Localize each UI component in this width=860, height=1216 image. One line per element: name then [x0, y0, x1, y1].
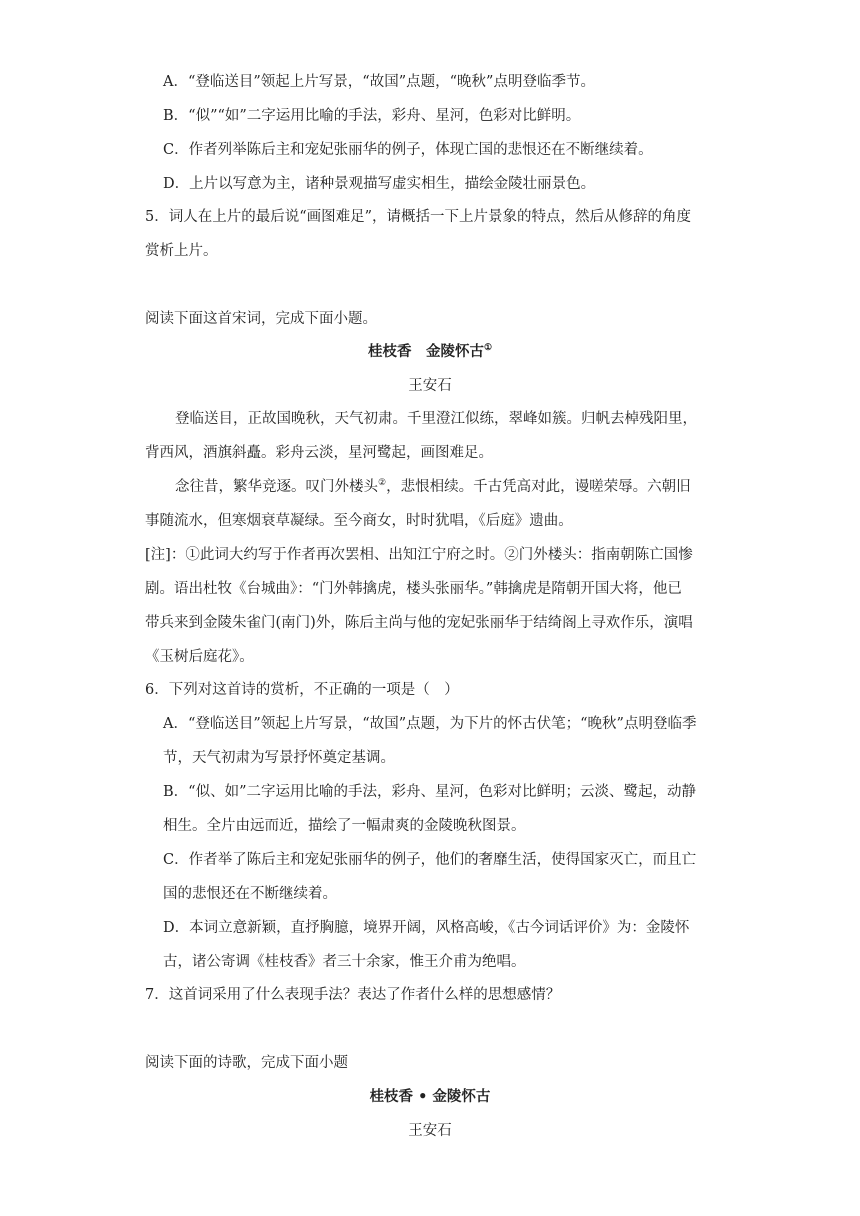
q4-option-c: C．作者列举陈后主和宠妃张丽华的例子，体现亡国的悲恨还在不断继续着。: [163, 142, 653, 158]
poem1-title-note-marker: ①: [483, 343, 493, 354]
poem1-p2-line2: 事随流水，但寒烟衰草凝绿。至今商女，时时犹唱，《后庭》遗曲。: [145, 513, 573, 529]
q4-option-d: D．上片以写意为主，诸种景观描写虚实相生，描绘金陵壮丽景色。: [163, 176, 596, 192]
poem1-title: [0, 342, 860, 362]
q6-option-b-line1: B．“似、如”二字运用比喻的手法，彩舟、星河，色彩对比鲜明；云淡、鹭起，动静: [163, 784, 696, 800]
poem1-title-text: 桂枝香 金陵怀古: [367, 343, 484, 360]
poem1-note-line3: 带兵来到金陵朱雀门(南门)外，陈后主尚与他的宠妃张丽华于结绮阁上寻欢作乐，演唱: [145, 615, 693, 631]
q4-option-b: B．“似”“如”二字运用比喻的手法，彩舟、星河，色彩对比鲜明。: [163, 108, 581, 124]
section1-intro: 阅读下面这首宋词，完成下面小题。: [145, 311, 377, 327]
poem1-p2-line1-start: 念往昔，繁华竞逐。叹门外楼头: [175, 479, 378, 495]
q6-option-c-line2: 国的悲恨还在不断继续着。: [163, 886, 337, 902]
poem1-p1-line1: 登临送目，正故国晚秋，天气初肃。千里澄江似练，翠峰如簇。归帆去棹残阳里，: [175, 411, 697, 427]
poem1-p2-line1: [175, 477, 691, 497]
poem2-title: 桂枝香 • 金陵怀古: [369, 1088, 491, 1105]
q6-option-c-line1: C．作者举了陈后主和宠妃张丽华的例子，他们的奢靡生活，使得国家灭亡，而且亡: [163, 852, 697, 868]
q7-stem: 7．这首词采用了什么表现手法？表达了作者什么样的思想感情？: [145, 987, 561, 1003]
q5-stem-line2: 赏析上片。: [145, 243, 218, 259]
poem2-author: 王安石: [408, 1123, 452, 1139]
section2-intro: 阅读下面的诗歌，完成下面小题: [145, 1055, 348, 1071]
q4-option-a: A．“登临送目”领起上片写景，“故国”点题，“晚秋”点明登临季节。: [163, 74, 595, 90]
poem1-p2-note-marker: ②: [378, 478, 387, 489]
q6-option-b-line2: 相生。全片由远而近，描绘了一幅肃爽的金陵晚秋图景。: [163, 818, 526, 834]
q6-stem: 6．下列对这首诗的赏析，不正确的一项是（ ）: [145, 682, 459, 698]
poem1-author: 王安石: [408, 378, 452, 394]
poem1-note-line2: 剧。语出杜牧《台城曲》：“门外韩擒虎，楼头张丽华。”韩擒虎是隋朝开国大将，他已: [145, 581, 682, 597]
q6-option-d-line2: 古，诸公寄调《桂枝香》者三十余家，惟王介甫为绝唱。: [163, 954, 526, 970]
q5-stem-line1: 5．词人在上片的最后说“画图难足”，请概括一下上片景象的特点，然后从修辞的角度: [145, 209, 692, 225]
poem1-p2-line1-end: ，悲恨相续。千古凭高对此，谩嗟荣辱。六朝旧: [386, 479, 691, 495]
q6-option-a-line1: A．“登临送目”领起上片写景，“故国”点题，为下片的怀古伏笔；“晚秋”点明登临季: [163, 716, 697, 732]
q6-option-d-line1: D．本词立意新颖，直抒胸臆，境界开阔，风格高峻，《古今词话评价》为：金陵怀: [163, 920, 690, 936]
q6-option-a-line2: 节，天气初肃为写景抒怀奠定基调。: [163, 750, 395, 766]
poem1-p1-line2: 背西风，酒旗斜矗。彩舟云淡，星河鹭起，画图难足。: [145, 445, 493, 461]
poem1-note-line4: 《玉树后庭花》。: [145, 649, 254, 665]
poem1-note-line1: [注]：①此词大约写于作者再次罢相、出知江宁府之时。②门外楼头：指南朝陈亡国惨: [145, 547, 693, 563]
